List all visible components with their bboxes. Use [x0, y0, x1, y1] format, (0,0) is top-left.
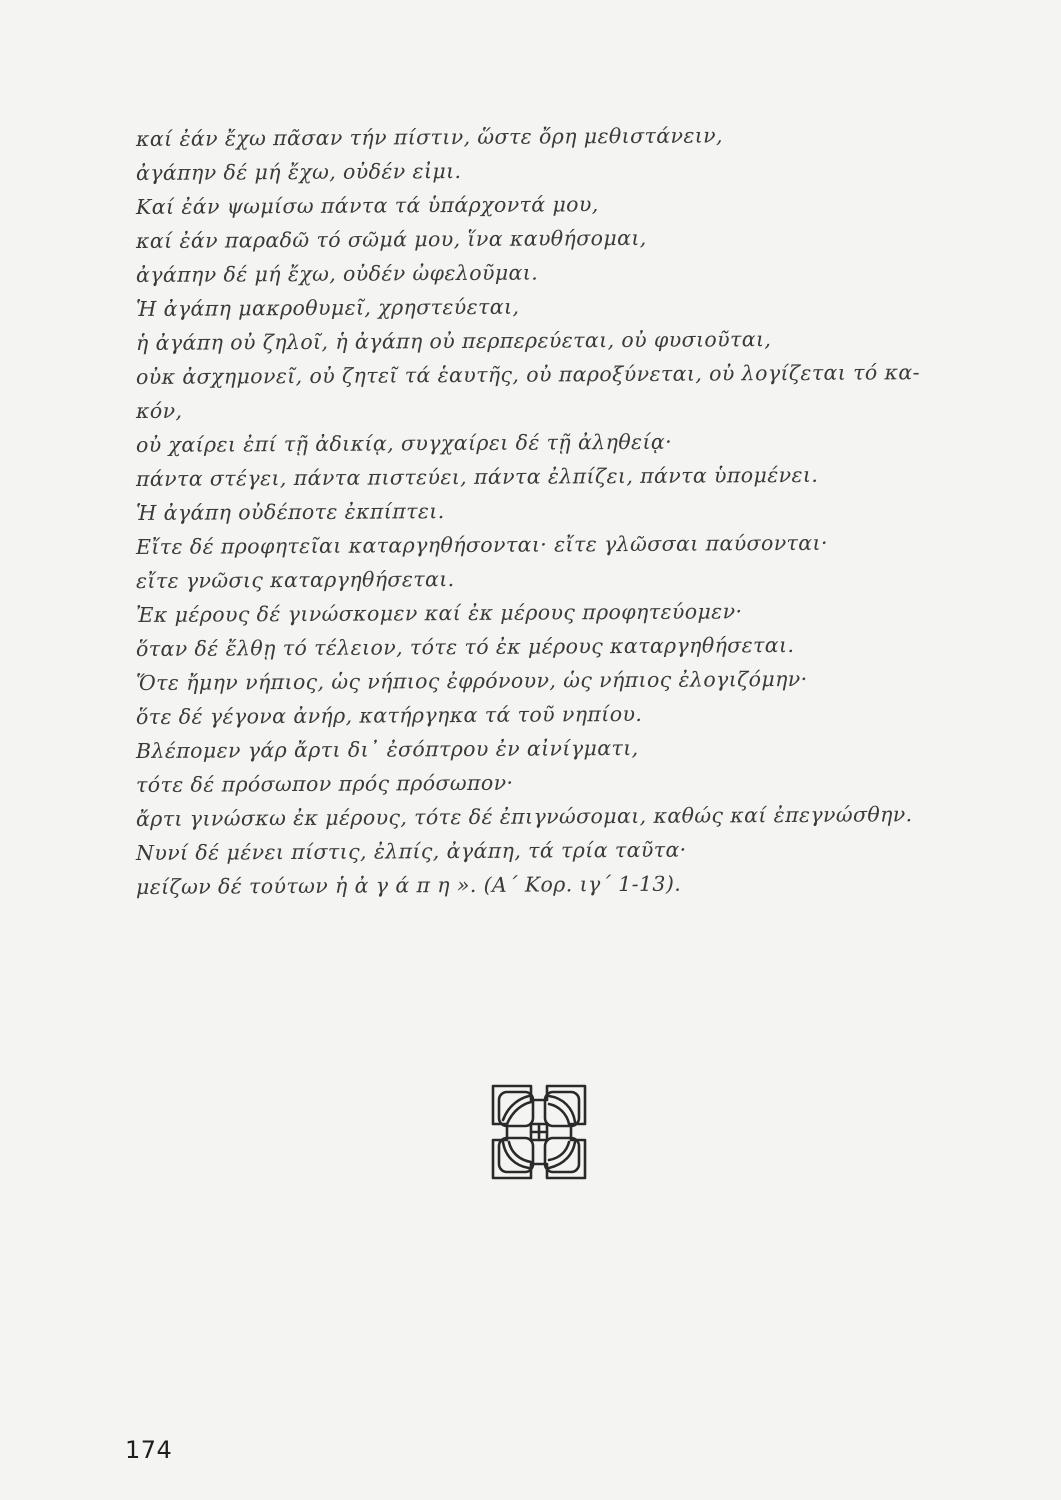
poem-line: κόν, — [136, 398, 183, 423]
poem-line: ἄρτι γινώσκω ἐκ μέρους, τότε δέ ἐπιγνώσομαι, καθώς καί ἐπεγνώσθην. — [136, 802, 913, 831]
poem-line: Βλέπομεν γάρ ἄρτι δι᾿ ἐσόπτρου ἐν αἰνίγματι, — [136, 735, 639, 763]
poem-line: Ἡ ἀγάπη οὐδέποτε ἐκπίπτει. — [136, 499, 445, 525]
poem-line: Εἴτε δέ προφητεῖαι καταργηθήσονται· εἴτε γλῶσσαι παύσονται· — [136, 530, 828, 559]
poem-line: ἀγάπην δέ μή ἔχω, οὐδέν εἰμι. — [136, 159, 462, 185]
poem-line: ἡ ἀγάπη οὐ ζηλοῖ, ἡ ἀγάπη οὐ περπερεύεται, οὐ φυσιοῦται, — [136, 327, 772, 355]
interlaced-square-ornament-icon — [487, 1080, 591, 1184]
poem-line: εἴτε γνῶσις καταργηθήσεται. — [136, 567, 455, 593]
poem-line: μείζων δέ τούτων ἡ ἀ γ ά π η ». (Α΄ Κορ. ιγ΄ 1-13). — [136, 871, 682, 899]
poem-line: καί ἐάν παραδῶ τό σῶμά μου, ἵνα καυθήσομαι, — [136, 225, 647, 253]
page-number: 174 — [125, 1436, 173, 1464]
poem-line: τότε δέ πρόσωπον πρός πρόσωπον· — [136, 770, 514, 797]
poem-line: οὐκ ἀσχημονεῖ, οὐ ζητεῖ τά ἑαυτῆς, οὐ παροξύνεται, οὐ λογίζεται τό κα- — [136, 360, 920, 389]
poem-line: καί ἐάν ἔχω πᾶσαν τήν πίστιν, ὥστε ὄρη μεθιστάνειν, — [136, 123, 723, 151]
poem-text-block — [136, 122, 966, 904]
poem-line: οὐ χαίρει ἐπί τῇ ἀδικίᾳ, συγχαίρει δέ τῇ ἀληθείᾳ· — [136, 429, 673, 457]
poem-line: Ὅτε ἤμην νήπιος, ὡς νήπιος ἐφρόνουν, ὡς νήπιος ἐλογιζόμην· — [136, 666, 808, 695]
poem-line: ἀγάπην δέ μή ἔχω, οὐδέν ὠφελοῦμαι. — [136, 260, 539, 287]
poem-line: Νυνί δέ μένει πίστις, ἐλπίς, ἀγάπη, τά τρία ταῦτα· — [136, 837, 687, 865]
poem-line: Ἡ ἀγάπη μακροθυμεῖ, χρηστεύεται, — [136, 294, 520, 321]
poem-line: ὅταν δέ ἔλθῃ τό τέλειον, τότε τό ἐκ μέρους καταργηθήσεται. — [136, 632, 795, 661]
poem-line: πάντα στέγει, πάντα πιστεύει, πάντα ἐλπίζει, πάντα ὑπομένει. — [136, 462, 819, 491]
poem-line: ὅτε δέ γέγονα ἀνήρ, κατήργηκα τά τοῦ νηπίου. — [136, 701, 643, 729]
poem-line: Ἐκ μέρους δέ γινώσκομεν καί ἐκ μέρους προφητεύομεν· — [136, 599, 743, 627]
poem-line: Καί ἐάν ψωμίσω πάντα τά ὑπάρχοντά μου, — [136, 192, 599, 219]
